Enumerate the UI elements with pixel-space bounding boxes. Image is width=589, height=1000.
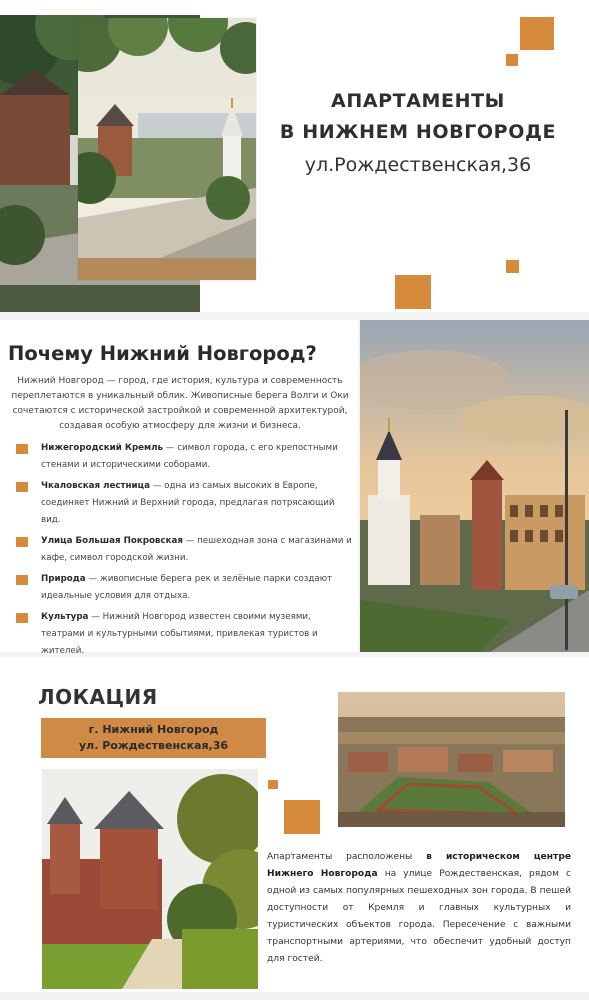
square-bullet-icon — [16, 613, 28, 623]
item-text: — пешеходная зона с магазинами и кафе, символ городской жизни. — [41, 536, 352, 563]
decor-square-medium — [284, 800, 320, 834]
item-text: — живописные берега рек и зелёные парки создают идеальные условия для отдыха. — [41, 574, 333, 601]
square-bullet-icon — [16, 537, 28, 547]
location-city: г. Нижний Новгород — [88, 723, 219, 736]
hero-photo-kremlin-towers — [78, 18, 256, 280]
location-description — [267, 849, 571, 968]
why-title: Почему Нижний Новгород? — [8, 342, 317, 365]
hero-title-line2: В НИЖНЕМ НОВГОРОДЕ — [279, 121, 557, 143]
location-section — [0, 657, 589, 1000]
item-term: Нижегородский Кремль — [41, 443, 164, 453]
decor-square-small — [506, 260, 519, 273]
location-title: ЛОКАЦИЯ — [38, 685, 158, 709]
item-text: — символ города, с его крепостными стенами и историческими соборами. — [41, 443, 338, 470]
list-item — [16, 571, 356, 605]
location-text-bold: в историческом центре Нижнего Новгорода — [267, 852, 572, 879]
location-street: ул. Рождественская,36 — [78, 739, 229, 752]
why-panel — [0, 320, 358, 656]
hero-section — [0, 0, 589, 312]
square-bullet-icon — [16, 482, 28, 492]
hero-title-line1: АПАРТАМЕНТЫ — [331, 90, 505, 112]
list-item — [16, 440, 356, 474]
location-text-start: Апартаменты расположены — [267, 852, 427, 862]
bottom-band — [0, 992, 589, 1000]
decor-square-medium — [395, 275, 431, 309]
item-term: Культура — [41, 612, 89, 622]
item-text: — Нижний Новгород известен своими музеями, театрами и культурными событиями, привлекая туристов и жителей. — [41, 612, 318, 656]
decor-square-small — [506, 54, 518, 66]
location-photo-towers — [42, 769, 258, 989]
why-photo-street — [360, 320, 589, 652]
hero-address: ул.Рождественская,36 — [304, 154, 532, 176]
square-bullet-icon — [16, 444, 28, 454]
location-text-end: на улице Рождественская, рядом с одной из самых популярных пешеходных зон города. В пешей доступности от Кремля и главных культурных и туристических объектов города. Пересечение с важными транспортными артериями, что обеспечит удобный доступ для гостей. — [267, 869, 571, 964]
list-item — [16, 478, 356, 529]
location-photo-aerial — [338, 692, 565, 827]
location-address-box — [41, 718, 266, 758]
decor-square-small — [268, 780, 278, 789]
why-section — [0, 312, 589, 657]
list-item — [16, 609, 356, 660]
square-bullet-icon — [16, 575, 28, 585]
list-item — [16, 533, 356, 567]
item-term: Улица Большая Покровская — [41, 536, 183, 546]
item-term: Природа — [41, 574, 86, 584]
item-term: Чкаловская лестница — [41, 481, 150, 491]
item-text: — одна из самых высоких в Европе, соединяет Нижний и Верхний города, предлагая потрясающий вид. — [41, 481, 335, 525]
why-list — [16, 440, 356, 664]
why-intro: Нижний Новгород — город, где история, культура и современность переплетаются в уникальный облик. Живописные берега Волги и Оки сочетаются с исторической застройкой и современной архитектурой, создавая особую атмосферу для жизни и бизнеса. — [11, 376, 349, 431]
decor-square-large — [520, 17, 554, 50]
hero-title — [268, 86, 568, 148]
